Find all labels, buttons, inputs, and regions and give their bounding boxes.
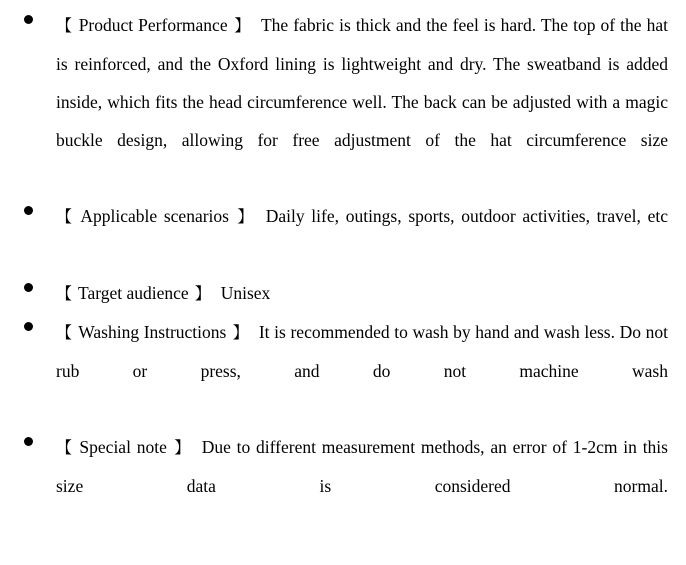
bullet-paragraph xyxy=(56,197,672,274)
bullet-body-text: Unisex xyxy=(220,283,271,303)
bullet-dot-icon xyxy=(24,283,33,292)
bullet-label xyxy=(56,15,251,35)
bullet-label-text: Target audience xyxy=(78,283,189,303)
bullet-label-text: Special note xyxy=(79,437,167,457)
bracket-open: 【 xyxy=(56,323,73,342)
bullet-paragraph xyxy=(56,6,672,197)
bullet-body-text: Due to different measurement methods, an error of 1-2cm in this size data is considered normal. xyxy=(56,437,668,496)
product-details-list xyxy=(10,6,672,543)
bracket-close: 】 xyxy=(232,323,249,342)
bullet-body-text: Daily life, outings, sports, outdoor activities, travel, etc xyxy=(265,206,669,226)
bullet-dot-icon xyxy=(24,437,33,446)
bracket-open: 【 xyxy=(56,438,74,457)
bullet-label-text: Product Performance xyxy=(78,15,228,35)
bullet-dot-icon xyxy=(24,206,33,215)
bullet-label xyxy=(56,283,211,303)
list-item xyxy=(10,274,672,313)
bracket-open: 【 xyxy=(56,284,73,303)
list-item xyxy=(10,6,672,197)
bullet-label-text: Applicable scenarios xyxy=(80,206,229,226)
bracket-open: 【 xyxy=(56,207,75,226)
list-item xyxy=(10,313,672,428)
bracket-open: 【 xyxy=(56,16,73,35)
bracket-close: 】 xyxy=(234,207,256,226)
bracket-close: 】 xyxy=(194,284,211,303)
bullet-label-text: Washing Instructions xyxy=(78,322,227,342)
bullet-dot-icon xyxy=(24,322,33,331)
bullet-label xyxy=(56,437,192,457)
bullet-body-text: It is recommended to wash by hand and wash less. Do not rub or press, and do not machine wash xyxy=(56,322,668,381)
list-item xyxy=(10,197,672,274)
bullet-paragraph xyxy=(56,428,672,543)
bullet-paragraph xyxy=(56,274,672,313)
bullet-label xyxy=(56,206,256,226)
bracket-close: 】 xyxy=(172,438,192,457)
bullet-label xyxy=(56,322,249,342)
bracket-close: 】 xyxy=(233,16,251,35)
list-item xyxy=(10,428,672,543)
bullet-body-text: The fabric is thick and the feel is hard. The top of the hat is reinforced, and the Oxford lining is lightweight and dry. The sweatband is added inside, which fits the head circumference well. The back can be adjusted with a magic buckle design, allowing for free adjustment of the hat circumference size xyxy=(56,15,668,150)
bullet-paragraph xyxy=(56,313,672,428)
bullet-dot-icon xyxy=(24,15,33,24)
